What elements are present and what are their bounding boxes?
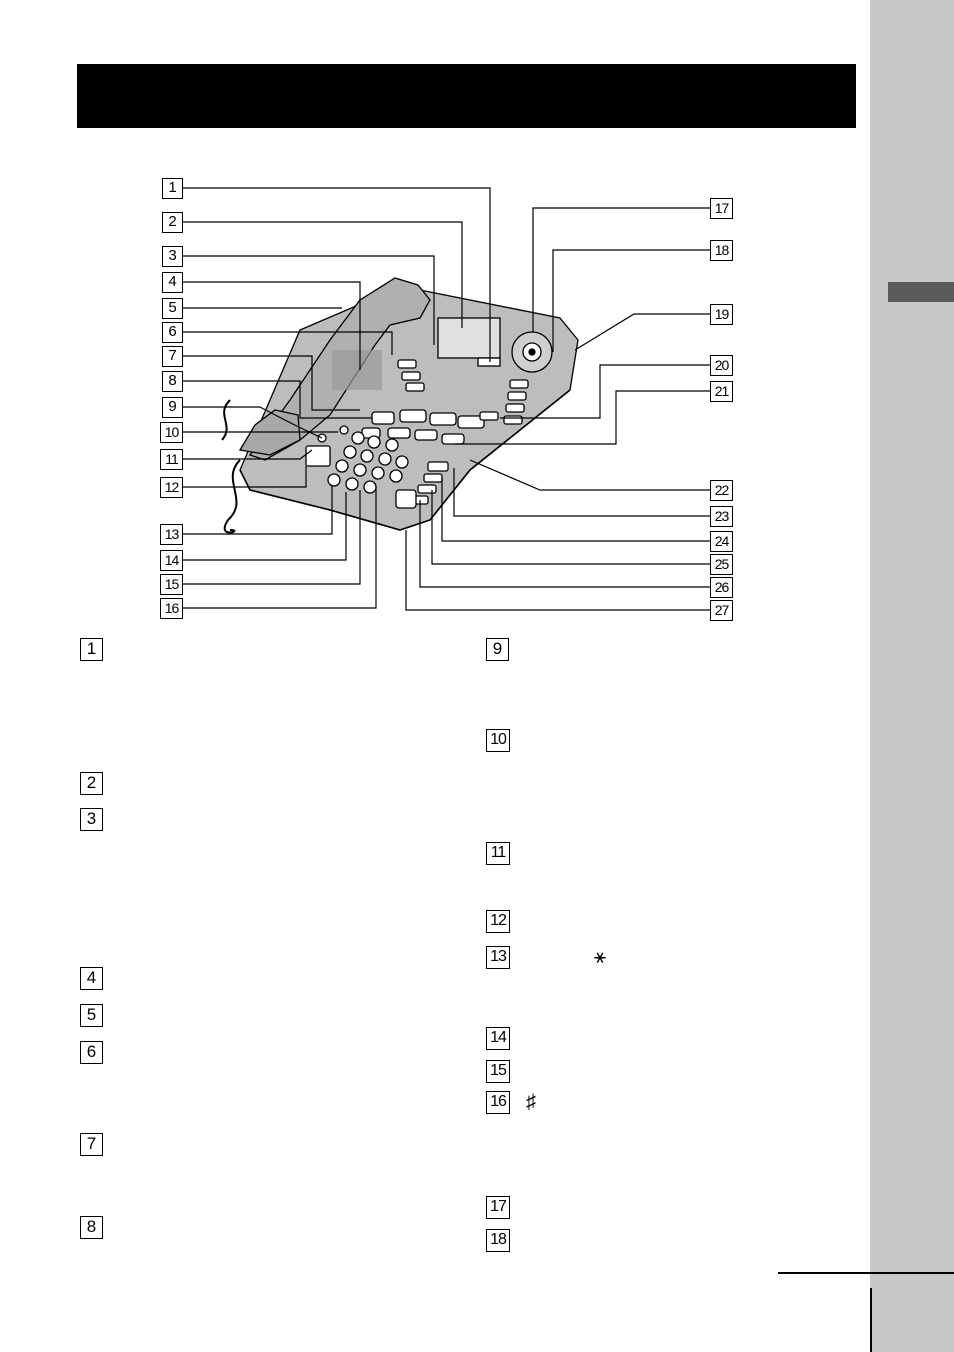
callout-7: 7 xyxy=(162,346,183,367)
list-marker-6: 6 xyxy=(80,1041,103,1064)
callout-18: 18 xyxy=(710,240,733,261)
callout-22: 22 xyxy=(710,480,733,501)
callout-9: 9 xyxy=(162,397,183,418)
footer-rule xyxy=(778,1272,954,1274)
callout-12: 12 xyxy=(160,477,183,498)
callout-4: 4 xyxy=(162,272,183,293)
hash-key-icon: ♯ xyxy=(526,1091,536,1113)
callout-23: 23 xyxy=(710,506,733,527)
list-marker-14: 14 xyxy=(486,1027,510,1050)
list-marker-3: 3 xyxy=(80,808,103,831)
list-marker-10: 10 xyxy=(486,729,510,752)
callout-17: 17 xyxy=(710,198,733,219)
callout-3: 3 xyxy=(162,246,183,267)
footer-rule-vertical xyxy=(870,1288,872,1352)
list-marker-18: 18 xyxy=(486,1229,510,1252)
list-marker-11: 11 xyxy=(486,842,510,865)
list-marker-2: 2 xyxy=(80,772,103,795)
callout-26: 26 xyxy=(710,577,733,598)
callout-1: 1 xyxy=(162,178,183,199)
list-marker-9: 9 xyxy=(486,638,509,661)
callout-5: 5 xyxy=(162,298,183,319)
callout-20: 20 xyxy=(710,355,733,376)
callout-11: 11 xyxy=(160,449,183,470)
list-marker-8: 8 xyxy=(80,1216,103,1239)
callout-21: 21 xyxy=(710,381,733,402)
callout-13: 13 xyxy=(160,524,183,545)
callout-27: 27 xyxy=(710,600,733,621)
callout-6: 6 xyxy=(162,322,183,343)
star-key-icon: ⚹ xyxy=(594,946,606,968)
list-marker-13: 13 xyxy=(486,946,510,969)
phone-illustration xyxy=(222,278,578,533)
callout-10: 10 xyxy=(160,422,183,443)
callout-8: 8 xyxy=(162,371,183,392)
list-marker-5: 5 xyxy=(80,1004,103,1027)
callout-14: 14 xyxy=(160,550,183,571)
list-marker-7: 7 xyxy=(80,1133,103,1156)
list-marker-16: 16 xyxy=(486,1091,510,1114)
callout-15: 15 xyxy=(160,574,183,595)
list-marker-4: 4 xyxy=(80,967,103,990)
list-marker-17: 17 xyxy=(486,1196,510,1219)
callout-16: 16 xyxy=(160,598,183,619)
callout-19: 19 xyxy=(710,304,733,325)
list-marker-1: 1 xyxy=(80,638,103,661)
callout-2: 2 xyxy=(162,212,183,233)
list-marker-12: 12 xyxy=(486,910,510,933)
list-marker-15: 15 xyxy=(486,1060,510,1083)
callout-25: 25 xyxy=(710,554,733,575)
callout-24: 24 xyxy=(710,531,733,552)
